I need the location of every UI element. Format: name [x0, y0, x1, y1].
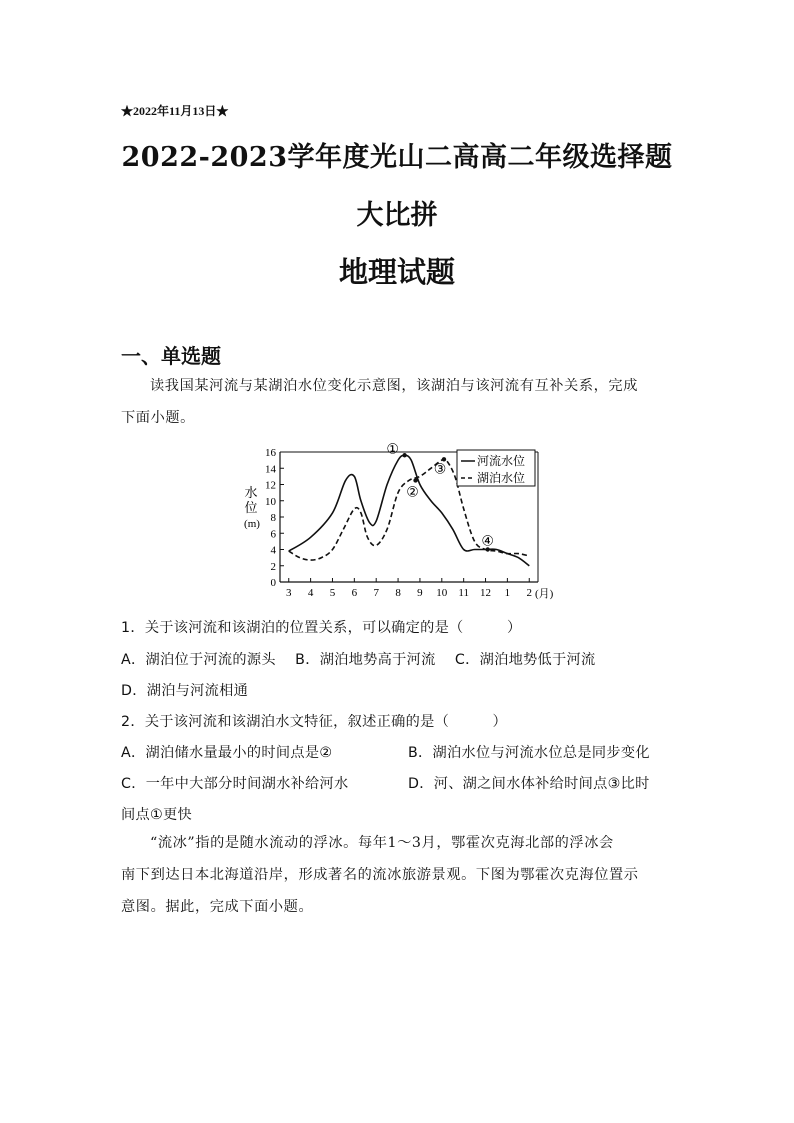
x-tick-label: 9 — [417, 587, 423, 599]
x-tick-label: 10 — [436, 587, 448, 599]
marker-label: ④ — [481, 534, 494, 550]
x-tick-label: 8 — [395, 587, 401, 599]
x-tick-label: 3 — [285, 587, 292, 599]
legend-river: 河流水位 — [477, 454, 526, 468]
legend-lake: 湖泊水位 — [477, 471, 526, 485]
x-tick-label: 6 — [351, 587, 358, 599]
y-axis-label-2: 位 — [244, 500, 258, 515]
exam-title-line1: 2022-2023学年度光山二高高二年级选择题 — [121, 142, 673, 173]
passage2-line1: “流冰”指的是随水流动的浮冰。每年1～3月，鄂霍次克海北部的浮冰会 — [150, 835, 614, 851]
q2-option-a: A．湖泊储水量最小的时间点是② — [121, 745, 333, 761]
y-tick-label: 6 — [270, 528, 276, 541]
q2-option-b: B．湖泊水位与河流水位总是同步变化 — [408, 745, 650, 761]
y-axis-label-3: (m) — [244, 518, 260, 530]
x-tick-label: 7 — [373, 587, 379, 599]
marker-label: ③ — [433, 462, 447, 478]
marker-dot — [413, 478, 417, 482]
exam-title-line2: 大比拼 — [356, 200, 438, 231]
q1-stem: 1．关于该河流和该湖泊的位置关系，可以确定的是（ ） — [121, 620, 522, 636]
y-axis-label-1: 水 — [244, 485, 258, 500]
intro-line2: 下面小题。 — [121, 410, 195, 426]
y-tick-label: 2 — [270, 560, 276, 573]
passage2-line3: 意图。据此，完成下面小题。 — [121, 899, 314, 915]
y-tick-label: 4 — [270, 544, 276, 557]
x-tick-label: 12 — [480, 587, 492, 599]
q2-option-c: C．一年中大部分时间湖水补给河水 — [121, 776, 349, 792]
q2-option-d: D．河、湖之间水体补给时间点③比时 — [408, 776, 650, 792]
marker-label: ① — [386, 442, 399, 458]
x-tick-labels — [286, 578, 532, 599]
y-tick-label: 10 — [265, 495, 276, 508]
q2-option-d-continued: 间点①更快 — [121, 807, 192, 823]
q2-stem: 2．关于该河流和该湖泊水文特征，叙述正确的是（ ） — [121, 714, 508, 730]
y-tick-label: 14 — [265, 463, 276, 476]
y-tick-labels — [265, 447, 284, 589]
y-tick-label: 16 — [265, 447, 276, 459]
marker-dot — [402, 453, 406, 457]
q1-option-d: D．湖泊与河流相通 — [121, 683, 249, 699]
x-tick-label: 11 — [458, 587, 469, 599]
x-axis-unit: (月) — [535, 588, 554, 600]
y-tick-label: 8 — [270, 512, 276, 524]
x-tick-label: 4 — [307, 587, 314, 599]
section-heading: 一、单选题 — [121, 344, 221, 368]
y-tick-label: 0 — [270, 577, 276, 589]
intro-line1: 读我国某河流与某湖泊水位变化示意图，该湖泊与该河流有互补关系，完成 — [150, 378, 638, 394]
marker-dot — [442, 457, 446, 461]
chart-legend — [457, 450, 535, 486]
water-level-chart — [235, 440, 565, 605]
exam-date: ★2022年11月13日★ — [121, 104, 229, 118]
passage2-line2: 南下到达日本北海道沿岸，形成著名的流冰旅游景观。下图为鄂霍次克海位置示 — [121, 867, 639, 883]
y-tick-label: 12 — [265, 479, 276, 492]
x-tick-label: 5 — [329, 587, 336, 599]
exam-subject-title: 地理试题 — [338, 255, 455, 289]
x-tick-label: 2 — [526, 587, 533, 599]
x-tick-label: 1 — [504, 587, 511, 599]
q1-options-line1: A．湖泊位于河流的源头 B．湖泊地势高于河流 C．湖泊地势低于河流 — [121, 652, 596, 668]
marker-label: ② — [406, 485, 419, 501]
